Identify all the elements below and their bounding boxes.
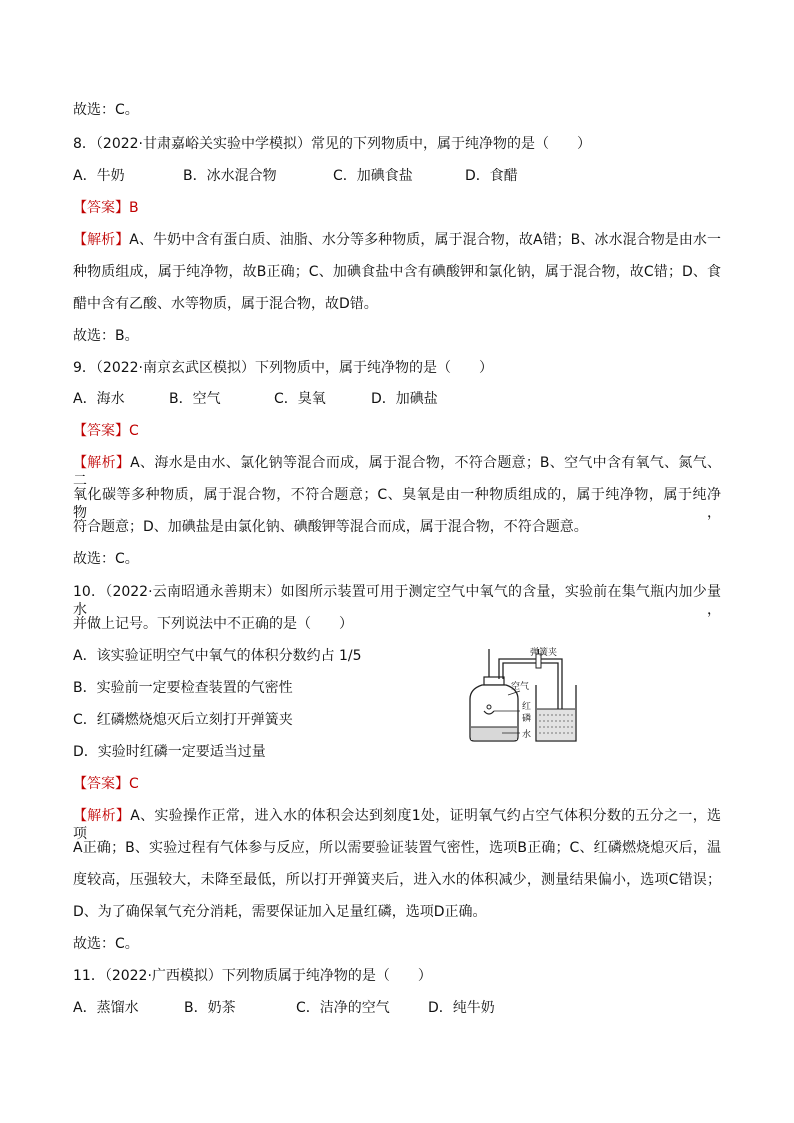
analysis-line: 度较高，压强较大，未降至最低，所以打开弹簧夹后，进入水的体积减少，测量结果偏小，选项C错误； — [73, 872, 721, 888]
answer-tag: 【答案】 — [73, 776, 129, 792]
water-label: 水 — [522, 730, 532, 740]
option-c: C．洁净的空气 — [296, 1000, 390, 1016]
option-b: B．空气 — [169, 391, 221, 407]
analysis-line — [73, 454, 721, 490]
option-c: C．红磷燃烧熄灭后立刻打开弹簧夹 — [73, 712, 293, 728]
red-phosphorus-label-1: 红 — [522, 702, 532, 712]
analysis-line: A正确；B、实验过程有气体参与反应，所以需要验证装置气密性，选项B正确；C、红磷燃烧熄灭后，温 — [73, 840, 721, 856]
select-line: 故选：C。 — [73, 551, 139, 567]
analysis-line: 氧化碳等多种物质，属于混合物，不符合题意；C、臭氧是由一种物质组成的，属于纯净物，属于纯净物， — [73, 487, 721, 521]
question-stem: 11．（2022·广西模拟）下列物质属于纯净物的是（ ） — [73, 968, 432, 984]
clamp-label: 弹簧夹 — [530, 648, 558, 658]
analysis-line: 种物质组成，属于纯净物，故B正确；C、加碘食盐中含有碘酸钾和氯化钠，属于混合物，故C错；D、食 — [73, 264, 721, 280]
answer-value: C — [129, 423, 139, 439]
oxygen-experiment-diagram — [462, 645, 578, 745]
option-b: B．奶茶 — [184, 1000, 236, 1016]
answer-tag: 【答案】 — [73, 423, 129, 439]
answer-value: B — [129, 200, 139, 216]
analysis-tag: 【解析】 — [73, 808, 131, 824]
analysis-text: A、海水是由水、氯化钠等混合而成，属于混合物，不符合题意；B、空气中含有氧气、氮气、二 — [73, 455, 721, 489]
option-c: C．加碘食盐 — [333, 168, 413, 184]
answer-value: C — [129, 776, 139, 792]
option-a: A．该实验证明空气中氧气的体积分数约占 1/5 — [73, 648, 362, 664]
option-d: D．加碘盐 — [371, 391, 438, 407]
red-phosphorus-label-2: 磷 — [522, 714, 532, 724]
analysis-tag: 【解析】 — [73, 455, 131, 471]
answer-line — [73, 199, 139, 217]
option-a: A．蒸馏水 — [73, 1000, 139, 1016]
question-stem: 10．（2022·云南昭通永善期末）如图所示装置可用于测定空气中氧气的含量，实验前在集气瓶内加少量水， — [73, 584, 721, 618]
answer-line — [73, 775, 139, 793]
option-b: B．实验前一定要检查装置的气密性 — [73, 680, 293, 696]
analysis-line: D、为了确保氧气充分消耗，需要保证加入足量红磷，选项D正确。 — [73, 904, 487, 920]
analysis-text: A、牛奶中含有蛋白质、油脂、水分等多种物质，属于混合物，故A错；B、冰水混合物是由水一 — [129, 232, 722, 248]
analysis-line — [73, 807, 721, 843]
analysis-text: A、实验操作正常，进入水的体积会达到刻度1处，证明氧气约占空气体积分数的五分之一，选项 — [73, 808, 721, 842]
select-line: 故选：B。 — [73, 328, 139, 344]
analysis-line: 醋中含有乙酸、水等物质，属于混合物，故D错。 — [73, 296, 378, 312]
question-stem: 9．（2022·南京玄武区模拟）下列物质中，属于纯净物的是（ ） — [73, 360, 493, 376]
option-d: D．纯牛奶 — [428, 1000, 495, 1016]
option-d: D．食醋 — [465, 168, 518, 184]
analysis-line: 符合题意；D、加碘盐是由氯化钠、碘酸钾等混合而成，属于混合物，不符合题意。 — [73, 519, 588, 535]
air-label: 空气 — [511, 682, 530, 692]
answer-tag: 【答案】 — [73, 200, 129, 216]
option-a: A．海水 — [73, 391, 125, 407]
question-stem: 并做上记号。下列说法中不正确的是（ ） — [73, 616, 353, 632]
analysis-tag: 【解析】 — [73, 232, 130, 248]
answer-line — [73, 422, 139, 440]
analysis-line — [73, 231, 721, 249]
question-stem: 8．（2022·甘肃嘉峪关实验中学模拟）常见的下列物质中，属于纯净物的是（ ） — [73, 136, 591, 152]
select-line: 故选：C。 — [73, 936, 139, 952]
option-c: C．臭氧 — [274, 391, 326, 407]
option-d: D．实验时红磷一定要适当过量 — [73, 744, 266, 760]
option-a: A．牛奶 — [73, 168, 125, 184]
option-b: B．冰水混合物 — [183, 168, 277, 184]
select-line: 故选：C。 — [73, 102, 139, 118]
